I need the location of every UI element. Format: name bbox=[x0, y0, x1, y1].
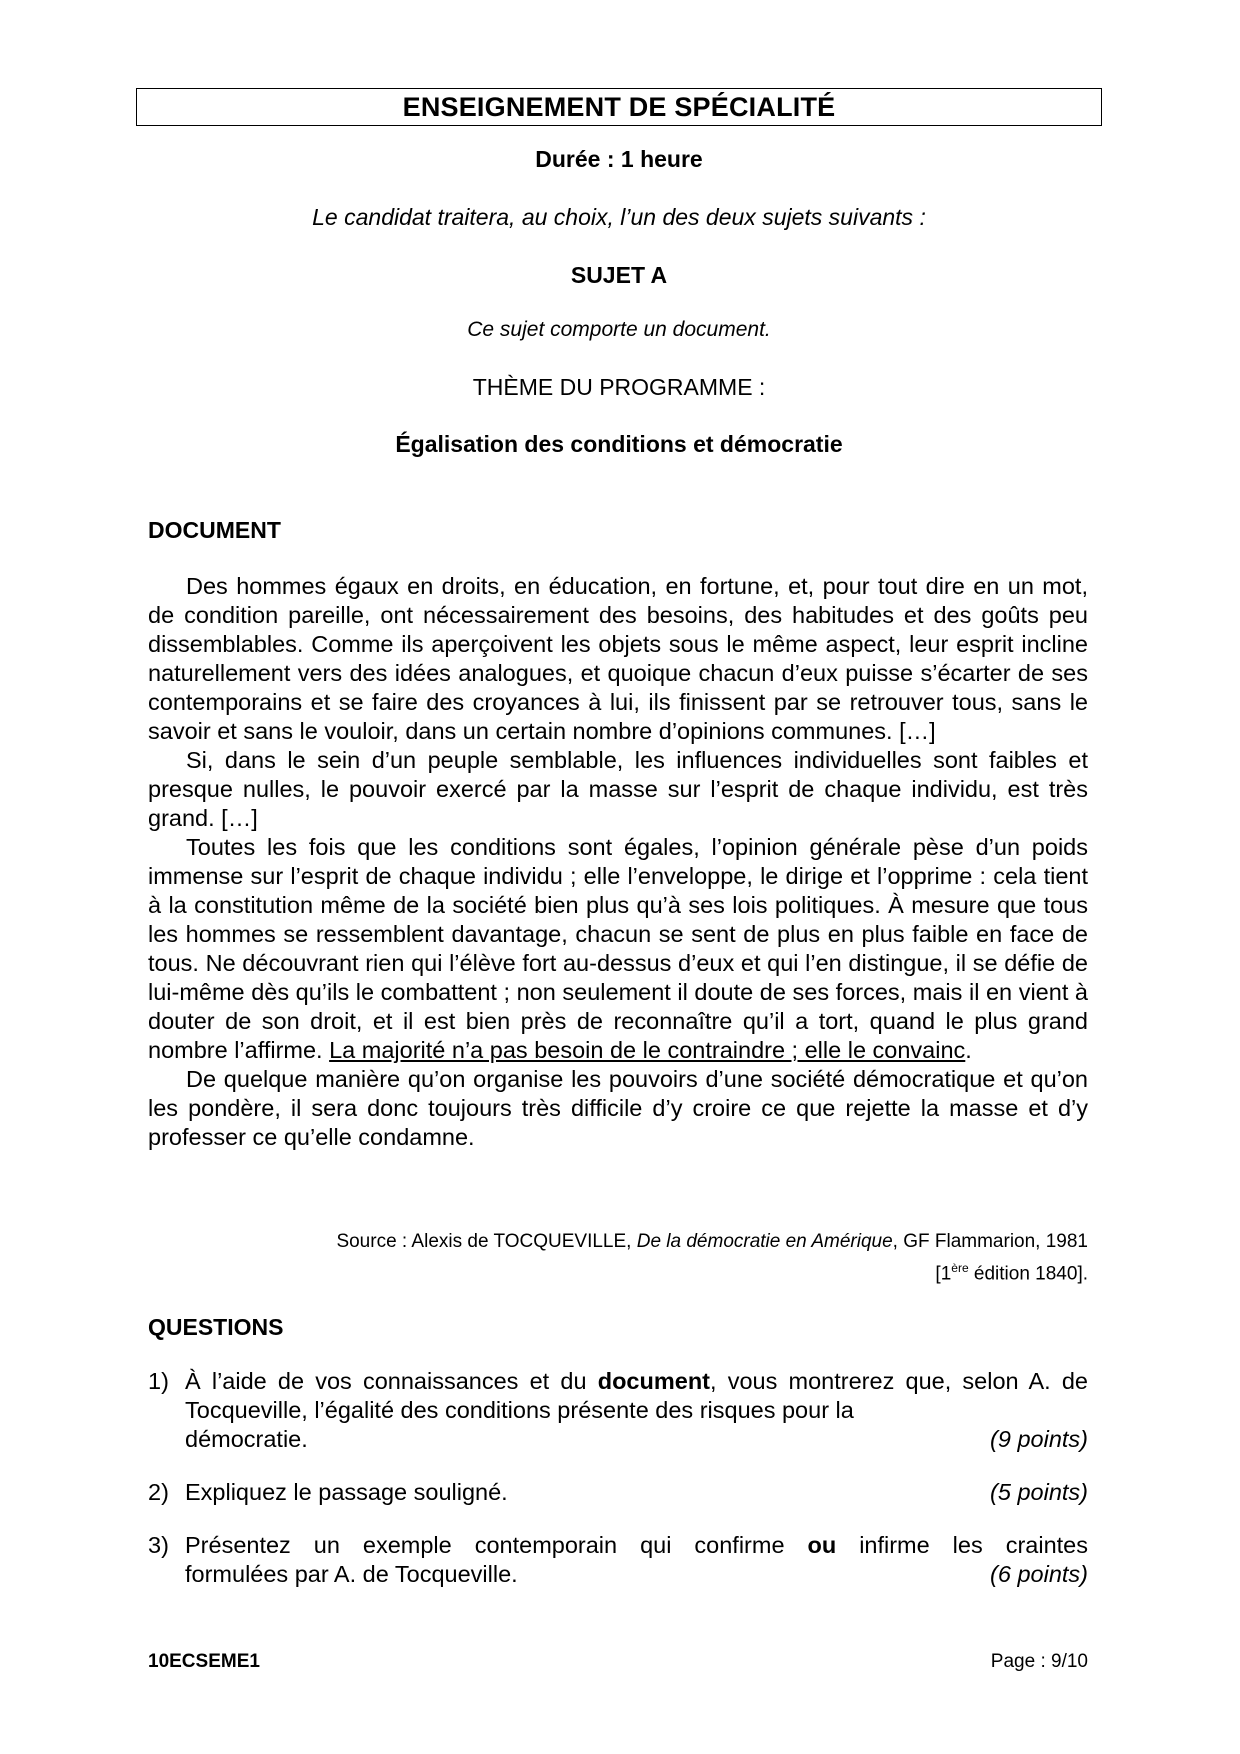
question-last-line bbox=[185, 1478, 1088, 1507]
underlined-passage: La majorité n’a pas besoin de le contraindre ; elle le convainc bbox=[329, 1037, 966, 1063]
paragraph-3-end: . bbox=[965, 1037, 972, 1063]
source-edition-open: [1 bbox=[935, 1263, 952, 1285]
question-emphasis: ou bbox=[807, 1532, 837, 1558]
question-text-part: infirme les craintes bbox=[836, 1532, 1088, 1558]
source-title: De la démocratie en Amérique bbox=[636, 1231, 893, 1252]
exam-instruction: Le candidat traitera, au choix, l’un des deux sujets suivants : bbox=[312, 204, 926, 230]
specialty-title-box bbox=[136, 88, 1102, 126]
exam-duration: Durée : 1 heure bbox=[535, 146, 703, 172]
question-number: 2) bbox=[148, 1479, 169, 1505]
source-suffix: , GF Flammarion, 1981 bbox=[892, 1231, 1088, 1252]
question-text-part: Présentez un exemple contemporain qui confirme bbox=[185, 1532, 808, 1558]
question-last-line bbox=[185, 1425, 1088, 1454]
question-1 bbox=[148, 1367, 1088, 1454]
source-prefix: Source : Alexis de TOCQUEVILLE, bbox=[336, 1231, 637, 1252]
question-text-part: formulées par A. de Tocqueville. bbox=[185, 1561, 518, 1587]
subject-note: Ce sujet comporte un document. bbox=[467, 318, 771, 341]
paragraph-3-text: Toutes les fois que les conditions sont égales, l’opinion générale pèse d’un poids immense sur l’esprit de chaque individu ; elle l’enveloppe, le dirige et l’opprime : cela tient à la constitution même de la société bien plus qu’à ses lois politiques. À mesure que tous les hommes se ressemblent davantage, chacun se sent de plus en plus faible en face de tous. Ne découvrant rien qui l’élève fort au-dessus d’eux et qui l’en distingue, il se défie de lui-même dès qu’ils le combattent ; non seulement il doute de ses forces, mais il en vient à douter de son droit, et il est bien près de reconnaître qu’il a tort, quand le plus grand nombre l’affirme. bbox=[148, 834, 1088, 1063]
document-heading: DOCUMENT bbox=[148, 517, 281, 543]
source-line-1 bbox=[148, 1229, 1088, 1255]
question-number: 1) bbox=[148, 1368, 169, 1394]
question-emphasis: document bbox=[597, 1368, 710, 1394]
document-paragraph-3 bbox=[148, 833, 1088, 1065]
question-text-part: À l’aide de vos connaissances et du bbox=[185, 1368, 598, 1394]
questions-heading: QUESTIONS bbox=[148, 1314, 284, 1340]
question-points: (9 points) bbox=[990, 1426, 1088, 1452]
document-paragraph-1: Des hommes égaux en droits, en éducation, en fortune, et, pour tout dire en un mot, de condition pareille, ont nécessairement des besoins, des habitudes et des goûts peu dissemblables. Comme ils aperçoivent les objets sous le même aspect, leur esprit incline naturellement vers des idées analogues, et quoique chacun d’eux puisse s’écarter de ses contemporains et se faire des croyances à lui, ils finissent par se retrouver tous, sans le savoir et sans le vouloir, dans un certain nombre d’opinions communes. […] bbox=[148, 573, 1088, 744]
document-text bbox=[148, 572, 1088, 1152]
question-3 bbox=[148, 1531, 1088, 1589]
document-source bbox=[148, 1229, 1088, 1287]
document-paragraph-2: Si, dans le sein d’un peuple semblable, les influences individuelles sont faibles et presque nulles, le pouvoir exercé par la masse sur l’esprit de chaque individu, est très grand. […] bbox=[148, 747, 1088, 831]
theme-label: THÈME DU PROGRAMME : bbox=[472, 374, 766, 400]
question-2 bbox=[148, 1478, 1088, 1507]
footer-exam-code: 10ECSEME1 bbox=[148, 1651, 260, 1672]
question-text-part: Expliquez le passage souligné. bbox=[185, 1479, 508, 1505]
document-paragraph-4: De quelque manière qu’on organise les pouvoirs d’une société démocratique et qu’on les pondère, il sera donc toujours très difficile d’y croire ce que rejette la masse et d’y professer ce qu’elle condamne. bbox=[148, 1066, 1088, 1150]
source-edition-close: édition 1840]. bbox=[968, 1263, 1088, 1285]
question-points: (5 points) bbox=[990, 1479, 1088, 1505]
question-last-line bbox=[185, 1560, 1088, 1589]
source-line-2 bbox=[148, 1255, 1088, 1287]
question-text bbox=[185, 1367, 1088, 1425]
subject-label: SUJET A bbox=[570, 262, 668, 288]
theme-title: Égalisation des conditions et démocratie bbox=[395, 431, 843, 457]
question-text bbox=[185, 1531, 1088, 1560]
questions-list bbox=[148, 1367, 1088, 1613]
specialty-title: ENSEIGNEMENT DE SPÉCIALITÉ bbox=[402, 91, 836, 122]
question-number: 3) bbox=[148, 1532, 169, 1558]
footer-page-number: Page : 9/10 bbox=[990, 1651, 1088, 1672]
question-text-part: , vous montrerez que, selon A. de Tocqueville, l’égalité des conditions présente des risques pour la bbox=[185, 1368, 1088, 1423]
question-points: (6 points) bbox=[990, 1561, 1088, 1587]
question-text-part: démocratie. bbox=[185, 1426, 308, 1452]
source-edition-sup: ère bbox=[951, 1261, 969, 1275]
